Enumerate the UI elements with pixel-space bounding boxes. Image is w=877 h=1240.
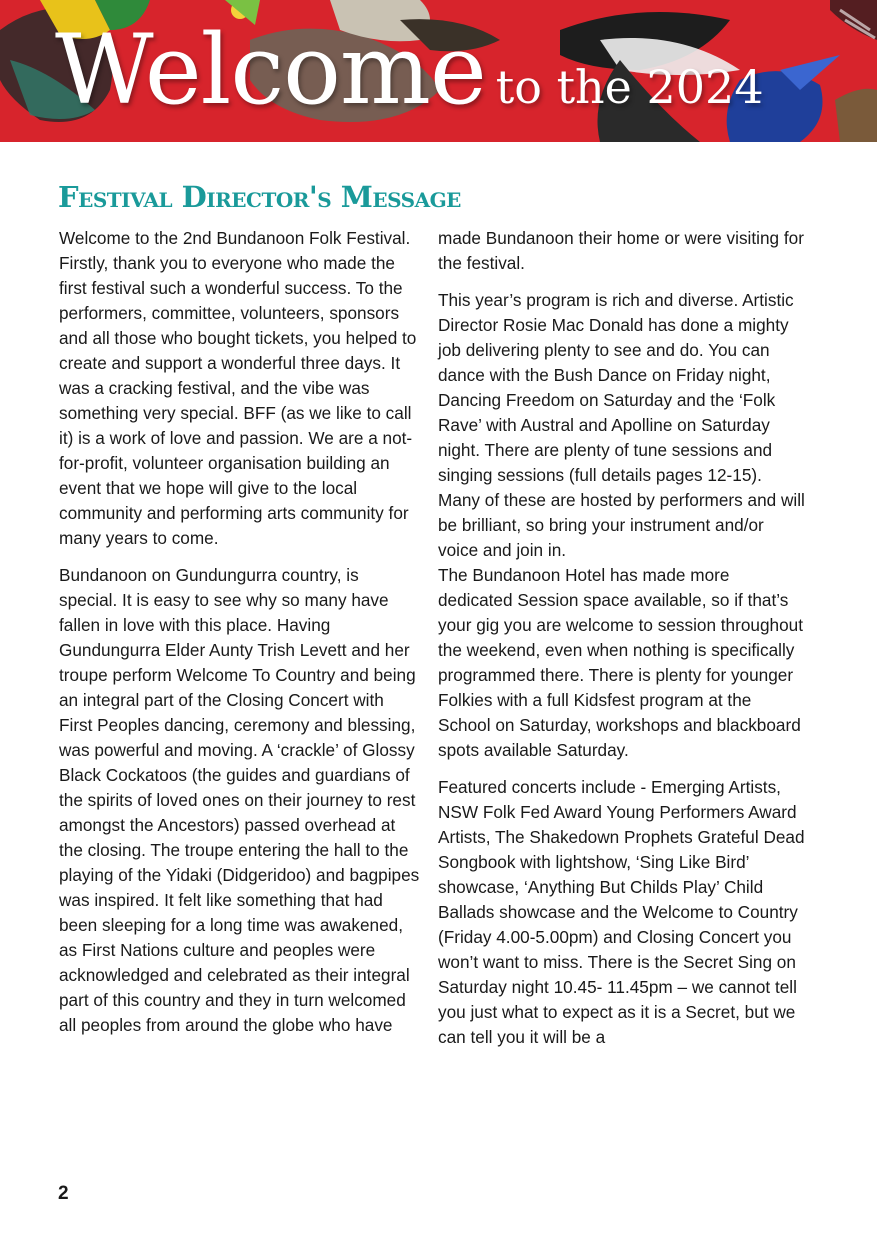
banner-title-main: Welcome bbox=[55, 14, 486, 126]
header-banner bbox=[0, 0, 877, 142]
section-heading: Festival Director's Message bbox=[58, 180, 461, 214]
right-column bbox=[438, 226, 808, 1062]
left-paragraph-2: Bundanoon on Gundungurra country, is special. It is easy to see why so many have fallen in love with this place. Having Gundungurra Elder Aunty Trish Levett and her troupe perform Welcome To Country and being an integral part of the Closing Concert with First Peoples dancing, ceremony and blessing, was powerful and moving. A ‘crackle’ of Glossy Black Cockatoos (the guides and guardians of the spirits of loved ones on their journey to rest amongst the Ancestors) passed overhead at the closing. The troupe entering the hall to the playing of the Yidaki (Didgeridoo) and bagpipes was inspired. It felt like something that had been sleeping for a long time was awakened, as First Nations culture and peoples were acknowledged and celebrated as their integral part of this country and they in turn welcomed all peoples from around the globe who have bbox=[59, 565, 420, 1035]
banner-title bbox=[55, 14, 764, 124]
banner-title-sub: to the 2024 bbox=[495, 60, 764, 114]
right-paragraph-2: This year’s program is rich and diverse. Artistic Director Rosie Mac Donald has done a mighty job delivering plenty to see and do. You can dance with the Bush Dance on Friday night, Dancing Freedom on Saturday and the ‘Folk Rave’ with Austral and Apolline on Saturday night. There are plenty of tune sessions and singing sessions (full details pages 12-15). Many of these are hosted by performers and will be brilliant, so bring your instrument and/or voice and join in. bbox=[438, 290, 805, 560]
left-paragraph-1: Welcome to the 2nd Bundanoon Folk Festival. Firstly, thank you to everyone who made the first festival such a wonderful success. To the performers, committee, volunteers, sponsors and all those who bought tickets, you helped to create and support a wonderful three days. It was a cracking festival, and the vibe was something very special. BFF (as we like to call it) is a work of love and passion. We are a not-for-profit, volunteer organisation building an event that we hope will give to the local community and performing arts community for many years to come. bbox=[59, 228, 417, 548]
page-number: 2 bbox=[58, 1183, 69, 1204]
left-column bbox=[59, 226, 421, 1050]
right-paragraph-1: made Bundanoon their home or were visiting for the festival. bbox=[438, 228, 804, 273]
right-paragraph-4: Featured concerts include - Emerging Artists, NSW Folk Fed Award Young Performers Award Artists, The Shakedown Prophets Grateful Dead Songbook with lightshow, ‘Sing Like Bird’ showcase, ‘Anything But Childs Play’ Child Ballads showcase and the Welcome to Country (Friday 4.00-5.00pm) and Closing Concert you won’t want to miss. There is the Secret Sing on Saturday night 10.45- 11.45pm – we cannot tell you just what to expect as it is a Secret, but we can tell you it will be a bbox=[438, 777, 805, 1047]
right-paragraph-3: The Bundanoon Hotel has made more dedicated Session space available, so if that’s your gig you are welcome to session throughout the weekend, even when nothing is specifically programmed there. There is plenty for younger Folkies with a full Kidsfest program at the School on Saturday, workshops and blackboard spots available Saturday. bbox=[438, 565, 803, 760]
